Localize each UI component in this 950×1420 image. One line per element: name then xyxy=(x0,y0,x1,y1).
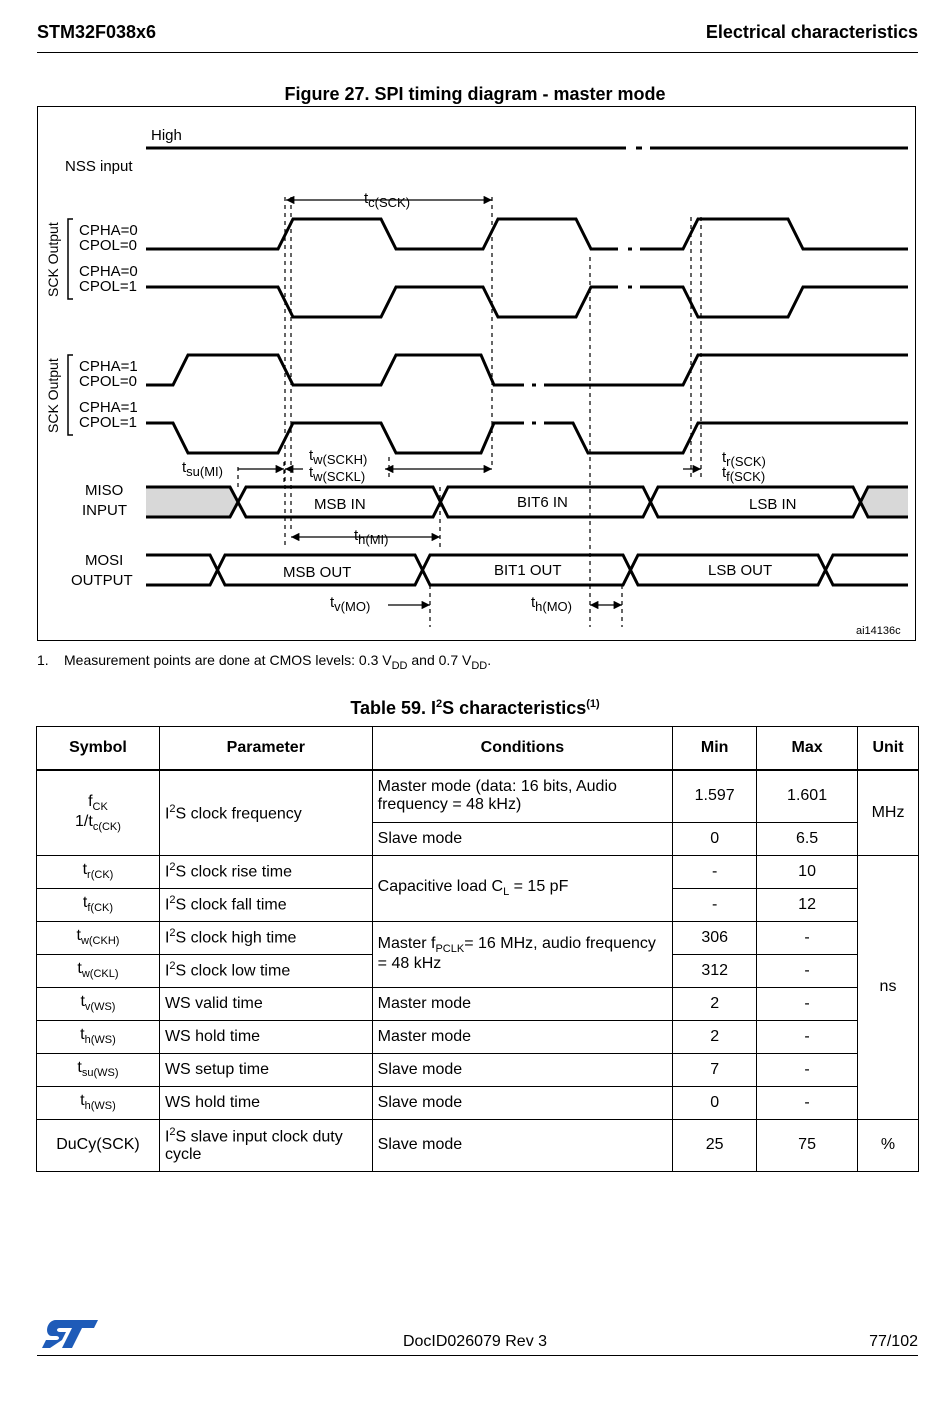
page-number: 77/102 xyxy=(869,1333,918,1350)
tw-sckl-label: tw(SCKL) xyxy=(309,464,366,484)
parameter-cell: $I^2S$ clock rise time xyxy=(159,855,372,888)
bit6-in-label: BIT6 IN xyxy=(517,494,568,511)
col-min: Min xyxy=(673,727,757,771)
cpha0-cpol0-label-b: CPOL=0 xyxy=(79,237,137,254)
parameter-cell: WS valid time xyxy=(159,987,372,1020)
high-label: High xyxy=(151,127,182,144)
symbol-cell: $t_{f(CK)}$ xyxy=(37,888,160,921)
table-row xyxy=(37,1119,919,1171)
max-cell: - xyxy=(757,1053,858,1086)
lsb-out-label: LSB OUT xyxy=(708,562,773,579)
cpha0-cpol1-label-a: CPHA=0 xyxy=(79,263,138,280)
figure-ref-code: ai14136c xyxy=(856,625,901,637)
min-cell: 7 xyxy=(673,1053,757,1086)
symbol-cell: $t_{r(CK)}$ xyxy=(37,855,160,888)
th-mi-label: th(MI) xyxy=(354,527,389,547)
max-cell: - xyxy=(757,987,858,1020)
conditions-cell: Master $f_{PCLK}= 16$ MHz, audio frequency = 48 kHz xyxy=(372,921,673,987)
footer-divider xyxy=(37,1355,918,1356)
unit-cell: MHz xyxy=(858,770,919,855)
conditions-cell: Master mode (data: 16 bits, Audio frequency = 48 kHz) xyxy=(372,770,673,822)
conditions-cell: Slave mode xyxy=(372,1119,673,1171)
tv-mo-label: tv(MO) xyxy=(330,594,371,614)
max-cell: 75 xyxy=(757,1119,858,1171)
doc-id: DocID026079 Rev 3 xyxy=(402,1333,548,1350)
cpha1-cpol1-label-a: CPHA=1 xyxy=(79,399,138,416)
table-row xyxy=(37,987,919,1020)
parameter-cell: $I^2S$ clock frequency xyxy=(159,770,372,855)
col-max: Max xyxy=(757,727,858,771)
max-cell: - xyxy=(757,954,858,987)
mosi-label-a: MOSI xyxy=(85,552,124,569)
col-symbol: Symbol xyxy=(37,727,160,771)
max-cell: - xyxy=(757,1020,858,1053)
conditions-cell: Master mode xyxy=(372,1020,673,1053)
symbol-cell: $f_{CK}$ $1/t_{c(CK)}$ xyxy=(37,770,160,855)
unit-cell: ns xyxy=(858,855,919,1119)
symbol-cell: $t_{w(CKH)}$ xyxy=(37,921,160,954)
table-row xyxy=(37,1086,919,1119)
figure-note: 1. Measurement points are done at CMOS levels: 0.3 $V_{DD}$ and 0.7 $V_{DD}$. xyxy=(37,652,492,672)
tr-sck-label: tr(SCK) xyxy=(722,449,766,469)
min-cell: - xyxy=(673,855,757,888)
max-cell: 6.5 xyxy=(757,822,858,855)
parameter-cell: $I^2S$ clock high time xyxy=(159,921,372,954)
sck-output-label-1: SCK Output xyxy=(45,222,61,297)
cpha1-cpol0-label-a: CPHA=1 xyxy=(79,358,138,375)
cpha1-cpol1-label-b: CPOL=1 xyxy=(79,414,137,431)
tw-sckh-label: tw(SCKH) xyxy=(309,447,368,467)
symbol-cell: $t_{w(CKL)}$ xyxy=(37,954,160,987)
section-title: Electrical characteristics xyxy=(705,22,918,42)
col-conditions: Conditions xyxy=(372,727,673,771)
cpha1-cpol0-label-b: CPOL=0 xyxy=(79,373,137,390)
msb-out-label: MSB OUT xyxy=(283,564,352,581)
parameter-cell: $I^2S$ clock low time xyxy=(159,954,372,987)
doc-name: STM32F038x6 xyxy=(37,22,157,42)
header-divider xyxy=(37,52,918,53)
sck-cpha0-cpol0-waveform xyxy=(146,219,908,249)
conditions-cell: Slave mode xyxy=(372,1053,673,1086)
col-parameter: Parameter xyxy=(159,727,372,771)
min-cell: 1.597 xyxy=(673,770,757,822)
miso-idle-shade xyxy=(146,487,240,517)
col-unit: Unit xyxy=(858,727,919,771)
min-cell: 2 xyxy=(673,1020,757,1053)
figure-title: Figure 27. SPI timing diagram - master mode xyxy=(284,84,666,104)
bit1-out-label: BIT1 OUT xyxy=(494,562,562,579)
symbol-cell: $t_{h(WS)}$ xyxy=(37,1020,160,1053)
min-cell: 0 xyxy=(673,1086,757,1119)
conditions-cell: Slave mode xyxy=(372,1086,673,1119)
symbol-cell: DuCy(SCK) xyxy=(37,1119,160,1171)
unit-cell: % xyxy=(858,1119,919,1171)
miso-label-b: INPUT xyxy=(82,502,127,519)
min-cell: 25 xyxy=(673,1119,757,1171)
table-row xyxy=(37,770,919,822)
parameter-cell: $I^2S$ slave input clock duty cycle xyxy=(159,1119,372,1171)
max-cell: 12 xyxy=(757,888,858,921)
lsb-in-label: LSB IN xyxy=(749,496,797,513)
conditions-cell: Slave mode xyxy=(372,822,673,855)
min-cell: 306 xyxy=(673,921,757,954)
sck-output-label-2: SCK Output xyxy=(45,358,61,433)
sck-output-bracket-1 xyxy=(68,219,73,299)
table-row xyxy=(37,855,919,888)
conditions-cell: Master mode xyxy=(372,987,673,1020)
min-cell: 2 xyxy=(673,987,757,1020)
msb-in-label: MSB IN xyxy=(314,496,366,513)
symbol-cell: $t_{h(WS)}$ xyxy=(37,1086,160,1119)
th-mo-label: th(MO) xyxy=(531,594,573,614)
table-row xyxy=(37,921,919,954)
max-cell: 10 xyxy=(757,855,858,888)
cpha0-cpol0-label-a: CPHA=0 xyxy=(79,222,138,239)
parameter-cell: $I^2S$ clock fall time xyxy=(159,888,372,921)
conditions-cell: Capacitive load $C_L = 15$ pF xyxy=(372,855,673,921)
nss-input-label: NSS input xyxy=(65,158,133,175)
tf-sck-label: tf(SCK) xyxy=(722,464,766,484)
mosi-label-b: OUTPUT xyxy=(71,572,133,589)
parameter-cell: WS setup time xyxy=(159,1053,372,1086)
min-cell: - xyxy=(673,888,757,921)
min-cell: 312 xyxy=(673,954,757,987)
max-cell: - xyxy=(757,921,858,954)
table-row xyxy=(37,1053,919,1086)
tc-sck-label: tc(SCK) xyxy=(364,190,411,210)
spi-timing-diagram xyxy=(37,106,916,641)
sck-cpha1-cpol1-waveform xyxy=(146,423,908,453)
min-cell: 0 xyxy=(673,822,757,855)
i2s-characteristics-table xyxy=(36,726,919,1172)
table-header-row xyxy=(37,727,919,771)
miso-label-a: MISO xyxy=(85,482,124,499)
cpha0-cpol1-label-b: CPOL=1 xyxy=(79,278,137,295)
sck-output-bracket-2 xyxy=(68,355,73,435)
symbol-cell: $t_{su(WS)}$ xyxy=(37,1053,160,1086)
parameter-cell: WS hold time xyxy=(159,1020,372,1053)
table-title: Table 59. $I^2S$ characteristics$^{(1)}$ xyxy=(350,698,600,718)
timing-diagram-svg xyxy=(38,107,917,642)
sck-cpha1-cpol0-waveform xyxy=(146,355,908,385)
tsu-mi-label: tsu(MI) xyxy=(182,459,224,479)
symbol-cell: $t_{v(WS)}$ xyxy=(37,987,160,1020)
max-cell: - xyxy=(757,1086,858,1119)
sck-cpha0-cpol1-waveform xyxy=(146,287,908,317)
max-cell: 1.601 xyxy=(757,770,858,822)
table-row xyxy=(37,1020,919,1053)
parameter-cell: WS hold time xyxy=(159,1086,372,1119)
